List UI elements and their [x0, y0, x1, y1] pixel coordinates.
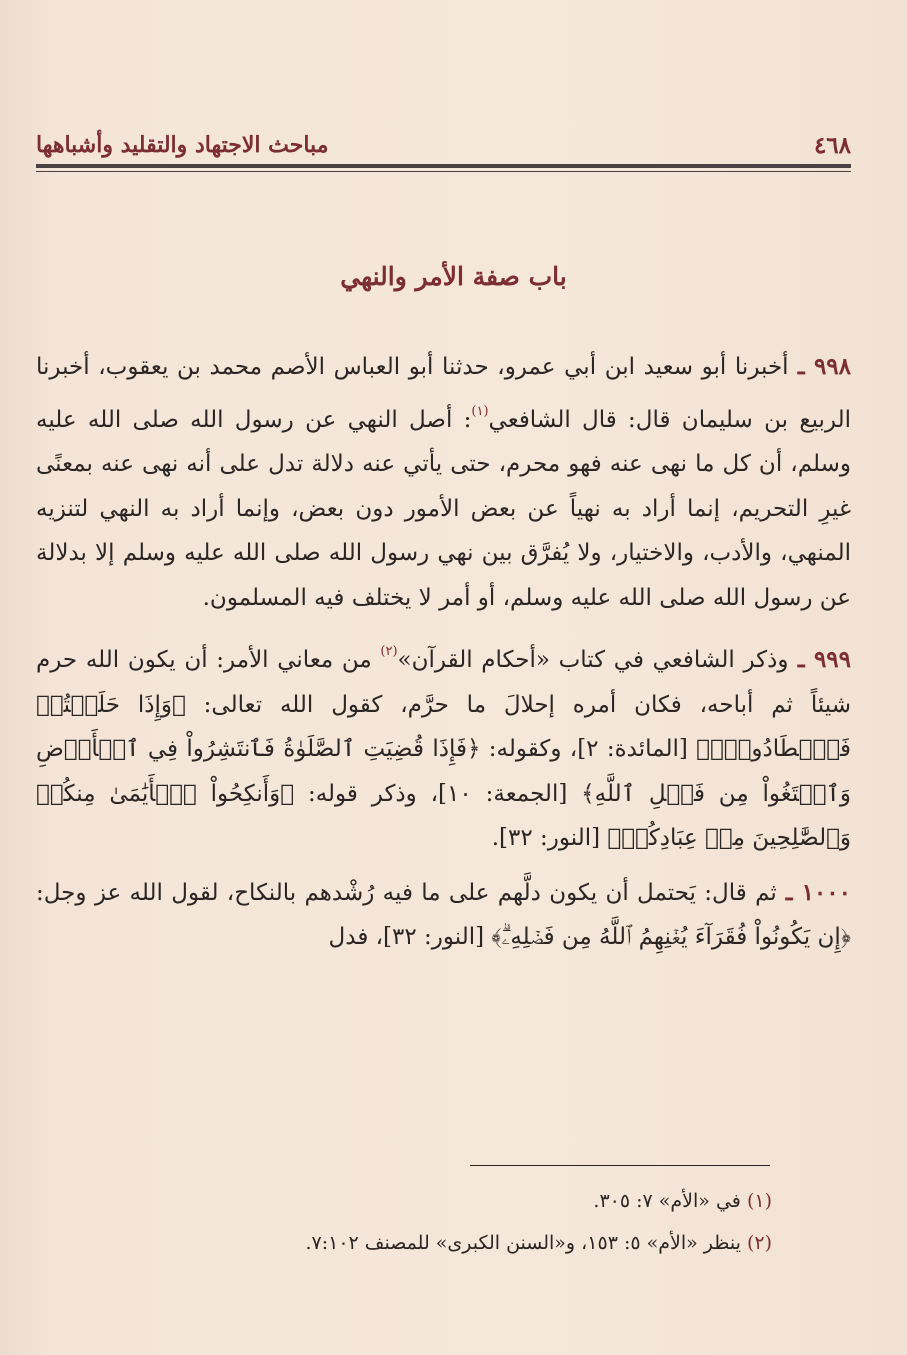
footnote-2: [100, 1222, 772, 1264]
paragraph-999: [36, 630, 851, 861]
footnote-number: (٢): [746, 1232, 772, 1254]
page-number: ٤٦٨: [813, 132, 851, 159]
running-title: مباحث الاجتهاد والتقليد وأشباهها: [36, 132, 329, 158]
paragraph-number: ٩٩٩: [813, 646, 851, 673]
footnotes: [100, 1180, 772, 1264]
paragraph-1000: [36, 871, 851, 960]
footnote-separator: [470, 1165, 770, 1166]
paragraph-number: ١٠٠٠: [801, 878, 851, 906]
paragraph-text: أخبرنا أبو سعيد ابن أبي عمرو، حدثنا أبو العباس الأصم محمد بن يعقوب، أخبرنا الربيع بن سليمان قال: قال الشافعي: [36, 354, 851, 433]
paragraph-998: [36, 345, 851, 620]
paragraph-text: ثم قال: يَحتمل أن يكون دلَّهم على ما فيه رُشْدهم بالنكاح، لقول الله عز وجل: ﴿إِن يَكُونُواْ فُقَرَآءَ يُغۡنِهِمُ ٱللَّهُ مِن فَضۡلِهِۦۗ﴾ [النور: ٣٢]، فدل: [36, 879, 851, 950]
header-rule-thick: [36, 164, 851, 168]
chapter-title: باب صفة الأمر والنهي: [340, 262, 567, 291]
paragraph-dash: ـ: [788, 646, 814, 673]
paragraph-number: ٩٩٨: [813, 353, 851, 380]
footnote-text: في «الأم» ٧: ٣٠٥.: [593, 1190, 741, 1212]
footnote-reference[interactable]: (١): [471, 403, 489, 419]
footnote-reference[interactable]: (٢): [380, 644, 398, 659]
page-header: [36, 132, 851, 162]
body-text: [36, 345, 851, 960]
paragraph-text: وذكر الشافعي في كتاب «أحكام القرآن»: [397, 647, 789, 673]
paragraph-text: من معاني الأمر: أن يكون الله حرم شيئاً ثم أباحه، فكان أمره إحلالَ ما حرَّم، كقول الله تعالى: ﴿وَإِذَا حَلَلۡتُمۡ فَٱصۡطَادُواْۚ﴾ [المائدة: ٢]، وكقوله: ﴿فَإِذَا قُضِيَتِ ٱلصَّلَوٰةُ فَٱنتَشِرُواْ فِي ٱلۡأَرۡضِ وَٱبۡتَغُواْ مِن فَضۡلِ ٱللَّهِ﴾ [الجمعة: ١٠]، وذكر قوله: ﴿وَأَنكِحُواْ ٱلۡأَيَٰمَىٰ مِنكُمۡ وَٱلصَّٰلِحِينَ مِنۡ عِبَادِكُمۡ﴾ [النور: ٣٢].: [36, 647, 851, 851]
paragraph-dash: ـ: [776, 878, 802, 906]
header-rule-thin: [36, 171, 851, 172]
footnote-1: [100, 1180, 772, 1222]
footnote-number: (١): [746, 1190, 772, 1212]
paragraph-dash: ـ: [788, 353, 814, 380]
footnote-text: ينظر «الأم» ٥: ١٥٣، و«السنن الكبرى» للمصنف ٧:١٠٢.: [305, 1232, 741, 1254]
paragraph-text: : أصل النهي عن رسول الله صلى الله عليه وسلم، أن كل ما نهى عنه فهو محرم، حتى يأتي عنه دلالة تدل على أنه نهى عنه بمعنًى غيرِ التحريم، إنما أراد به نهياً عن بعض الأمور دون بعض، وإنما أراد به النهي لتنزيه المنهي، والأدب، والاختيار، ولا يُفرَّق بين نهي رسول الله صلى الله عليه وسلم إلا بدلالة عن رسول الله صلى الله عليه وسلم، أو أمر لا يختلف فيه المسلمون.: [36, 406, 851, 611]
